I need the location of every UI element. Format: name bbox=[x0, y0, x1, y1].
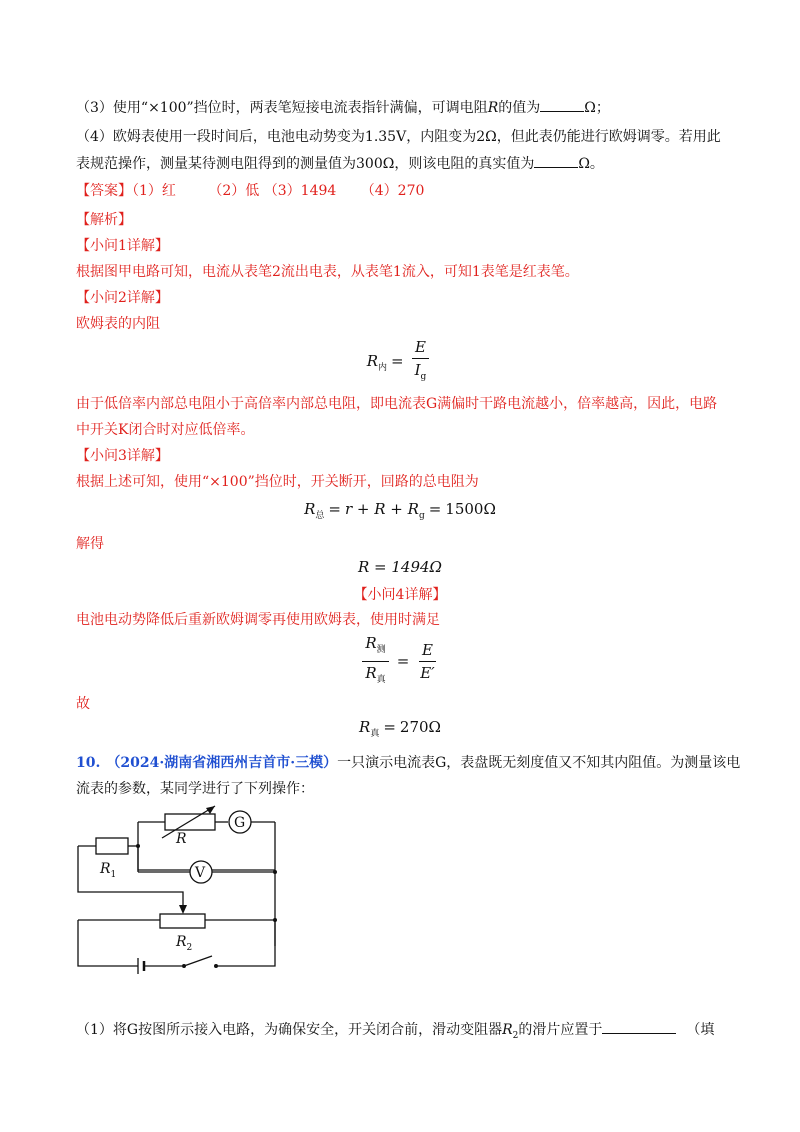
q10-text1: 一只演示电流表G，表盘既无刻度值又不知其内阻值。为测量该电 bbox=[337, 755, 741, 771]
q3-unit: Ω； bbox=[584, 100, 610, 116]
q10-1-suffix: 的滑片应置于 bbox=[518, 1022, 603, 1038]
slider-arrowhead bbox=[179, 905, 187, 914]
sub3-text1: 根据上述可知，使用“×100”挡位时，开关断开，回路的总电阻为 bbox=[76, 474, 479, 490]
sub1-text: 根据图甲电路可知，电流从表笔2流出电表，从表笔1流入，可知1表笔是红表笔。 bbox=[76, 264, 579, 280]
answer-line bbox=[76, 181, 424, 201]
variable-resistor-r bbox=[165, 814, 215, 830]
q3-var: R bbox=[487, 100, 499, 116]
sub1-title: 【小问1详解】 bbox=[76, 238, 169, 254]
formula-total-resistance: $R_总 = r + R + R_g = 1500\Omega$ bbox=[304, 500, 496, 521]
q3-line bbox=[76, 98, 610, 118]
label-r1: $R_1$ bbox=[100, 861, 117, 880]
q4-line-2 bbox=[76, 154, 604, 174]
circuit-wire bbox=[78, 920, 138, 966]
q3-answer-blank[interactable] bbox=[540, 98, 584, 112]
switch-k bbox=[184, 956, 212, 966]
sub2-title: 【小问2详解】 bbox=[76, 290, 169, 306]
q4-prefix: 表规范操作，测量某待测电阻得到的测量值为300Ω，则该电阻的真实值为 bbox=[76, 156, 535, 172]
q10-number: 10. bbox=[76, 755, 101, 771]
analysis-label: 【解析】 bbox=[76, 212, 132, 228]
q10-1-line bbox=[76, 1020, 714, 1046]
answer-2: （2）低 bbox=[208, 183, 260, 199]
q4-unit: Ω。 bbox=[578, 156, 604, 172]
formula-ratio: $\frac{R_测}{R_真}$ = $\frac{E}{E'}$ bbox=[0, 634, 800, 689]
circuit-wire bbox=[78, 846, 183, 908]
q3-prefix: （3）使用“×100”挡位时，两表笔短接电流表指针满偏，可调电阻 bbox=[76, 100, 488, 116]
sub2-text3: 中开关K闭合时对应低倍率。 bbox=[76, 422, 255, 438]
q4-answer-blank[interactable] bbox=[534, 154, 578, 168]
rheostat-r2 bbox=[160, 914, 205, 928]
sub2-text1: 欧姆表的内阻 bbox=[76, 316, 160, 332]
variable-resistor-arrowhead bbox=[206, 806, 215, 814]
q4-line-1: （4）欧姆表使用一段时间后，电池电动势变为1.35V，内阻变为2Ω，但此表仍能进行欧姆调零。若用此 bbox=[76, 129, 721, 145]
q10-1-prefix: （1）将G按图所示接入电路，为确保安全，开关闭合前，滑动变阻器 bbox=[76, 1022, 503, 1038]
q10-source: （2024·湖南省湘西州吉首市·三模） bbox=[106, 755, 338, 771]
sub4-text2: 故 bbox=[76, 696, 90, 712]
q10-1-var: $R_2$ bbox=[502, 1022, 519, 1041]
formula-r-result: R = 1494Ω bbox=[357, 558, 442, 576]
resistor-r1 bbox=[96, 838, 128, 854]
label-g: G bbox=[234, 815, 246, 831]
label-r2: $R_2$ bbox=[176, 934, 193, 953]
circuit-diagram bbox=[70, 800, 290, 980]
label-r: R bbox=[176, 831, 187, 847]
answer-1: （1）红 bbox=[132, 183, 176, 199]
q10-1-tail: （填 bbox=[686, 1022, 715, 1038]
q3-middle: 的值为 bbox=[498, 100, 541, 116]
q10-1-answer-blank[interactable] bbox=[602, 1020, 676, 1034]
answer-label: 【答案】 bbox=[76, 183, 132, 199]
label-v: V bbox=[195, 865, 206, 881]
sub4-title: 【小问4详解】 bbox=[353, 587, 447, 603]
answer-4: （4）270 bbox=[360, 183, 425, 199]
circuit-wire bbox=[216, 920, 275, 966]
formula-internal-resistance: $R_内$ = $\frac{E}{I_g}$ bbox=[0, 338, 800, 386]
sub2-text2: 由于低倍率内部总电阻小于高倍率内部总电阻，即电流表G满偏时干路电流越小，倍率越高，因此，电路 bbox=[76, 396, 718, 412]
q10-line-1 bbox=[76, 753, 740, 773]
answer-3: （3）1494 bbox=[263, 183, 337, 199]
sub3-title: 【小问3详解】 bbox=[76, 448, 169, 464]
q10-line-2: 流表的参数，某同学进行了下列操作： bbox=[76, 781, 314, 797]
sub4-text1: 电池电动势降低后重新欧姆调零再使用欧姆表，使用时满足 bbox=[76, 612, 440, 628]
formula-true-resistance: $R_真 = 270\Omega$ bbox=[359, 718, 441, 739]
sub3-text2: 解得 bbox=[76, 536, 104, 552]
